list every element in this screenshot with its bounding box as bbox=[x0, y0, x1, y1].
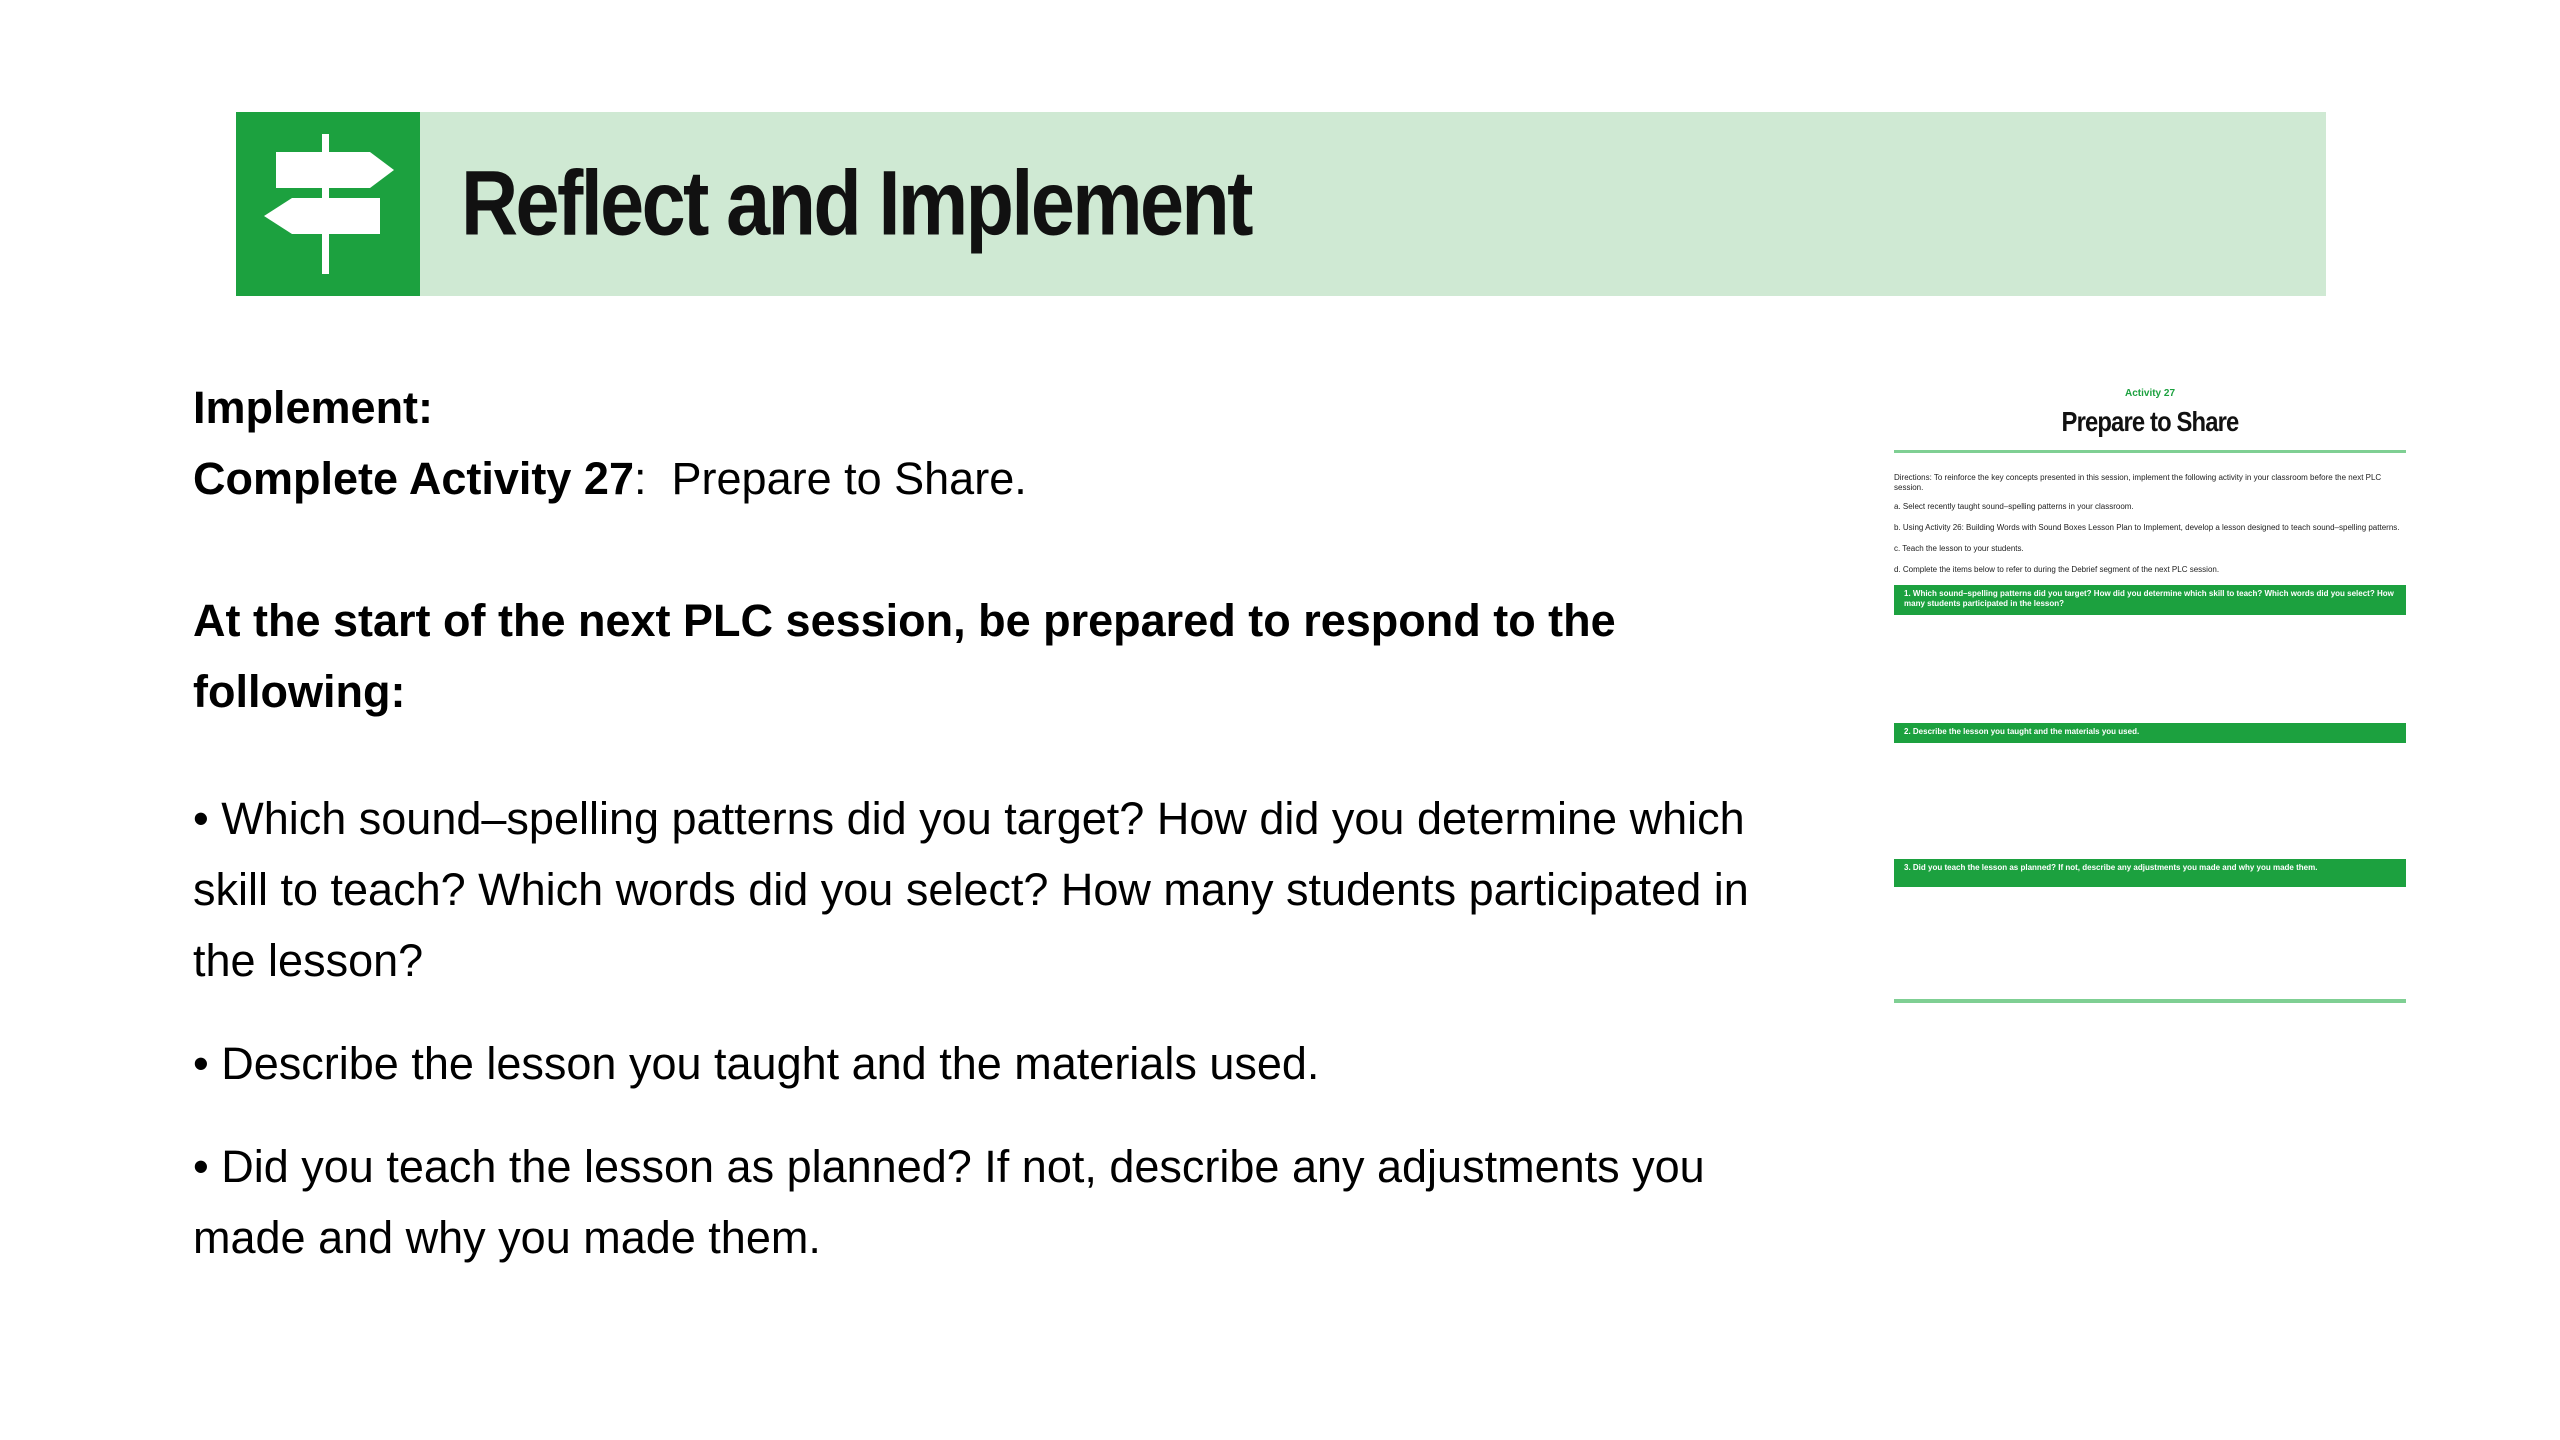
thumbnail-question-2: 2. Describe the lesson you taught and the materials you used. bbox=[1894, 723, 2406, 743]
thumbnail-question-1: 1. Which sound–spelling patterns did you target? How did you determine which skill to teach? Which words did you select? How many students participated in the lesson? bbox=[1894, 585, 2406, 615]
main-content bbox=[193, 372, 1813, 1273]
signpost-icon bbox=[236, 112, 420, 296]
implement-label: Implement: bbox=[193, 382, 434, 433]
page-title: Reflect and Implement bbox=[461, 152, 1251, 255]
bullet-item-3: • Did you teach the lesson as planned? If not, describe any adjustments you made and why you made them. bbox=[193, 1141, 1705, 1263]
activity-label: Complete Activity 27 bbox=[193, 453, 634, 504]
header-banner bbox=[236, 112, 2326, 296]
prompt-line-1: At the start of the next PLC session, be prepared to respond to the bbox=[193, 595, 1616, 646]
thumbnail-step: d. Complete the items below to refer to during the Debrief segment of the next PLC session. bbox=[1894, 565, 2220, 574]
thumbnail-kicker: Activity 27 bbox=[2124, 388, 2176, 399]
thumbnail-question-3: 3. Did you teach the lesson as planned? If not, describe any adjustments you made and why you made them. bbox=[1894, 859, 2406, 887]
activity-separator: : bbox=[633, 453, 647, 504]
prompt-line-2: following: bbox=[193, 666, 406, 717]
thumbnail-bottom-rule bbox=[1894, 999, 2406, 1003]
bullet-item-2: • Describe the lesson you taught and the materials used. bbox=[193, 1038, 1320, 1089]
thumbnail-step: b. Using Activity 26: Building Words with Sound Boxes Lesson Plan to Implement, develop a lesson designed to teach sound–spelling patterns. bbox=[1894, 523, 2400, 532]
thumbnail-divider bbox=[1894, 450, 2406, 453]
activity-rest: Prepare to Share. bbox=[671, 453, 1027, 504]
bullet-item-1: • Which sound–spelling patterns did you target? How did you determine which skill to teach? Which words did you select? How many students participated in the lesson? bbox=[193, 793, 1749, 986]
activity-thumbnail bbox=[1890, 382, 2410, 1082]
thumbnail-steps bbox=[1890, 501, 2410, 575]
thumbnail-step: c. Teach the lesson to your students. bbox=[1894, 544, 2024, 553]
activity-line bbox=[193, 443, 1813, 514]
thumbnail-step: a. Select recently taught sound–spelling patterns in your classroom. bbox=[1894, 502, 2134, 511]
thumbnail-title: Prepare to Share bbox=[2061, 406, 2239, 437]
thumbnail-directions: Directions: To reinforce the key concepts presented in this session, implement the following activity in your classroom before the next PLC session. bbox=[1894, 473, 2382, 492]
